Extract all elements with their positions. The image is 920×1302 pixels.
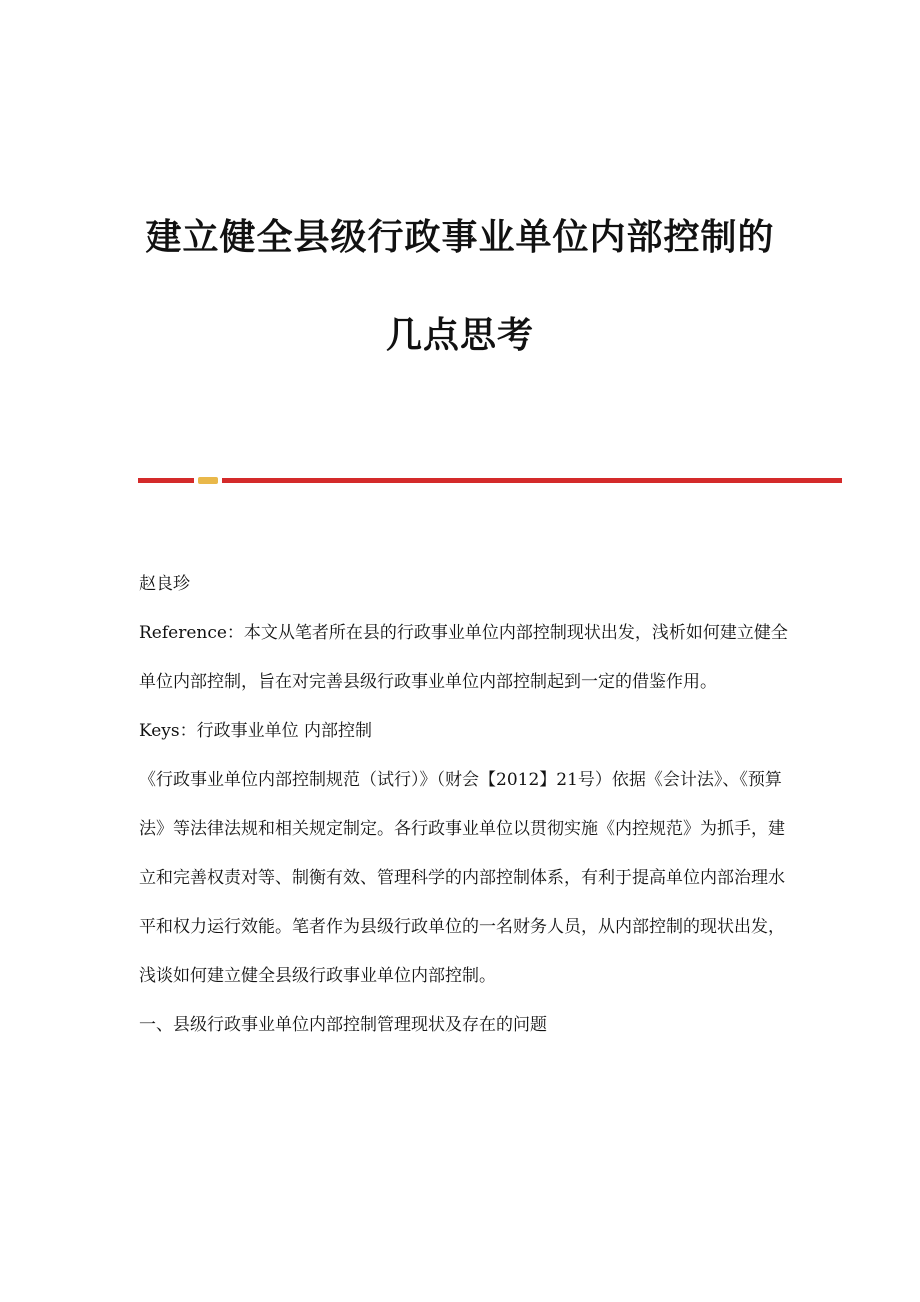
- divider-ornament-icon: [198, 477, 218, 484]
- title-divider: [138, 478, 842, 483]
- section-heading: 一、县级行政事业单位内部控制管理现状及存在的问题: [139, 1015, 547, 1035]
- divider-bar-left: [138, 478, 194, 483]
- document-body: [139, 560, 789, 1050]
- document-title-line-1: 建立健全县级行政事业单位内部控制的: [145, 217, 775, 258]
- keywords: Keys：行政事业单位 内部控制: [139, 721, 373, 741]
- body-paragraph: 《行政事业单位内部控制规范（试行）》（财会【2012】21号）依据《会计法》、《预算法》等法律法规和相关规定制定。各行政事业单位以贯彻实施《内控规范》为抓手，建立和完善权责对等、制衡有效、管理科学的内部控制体系，有利于提高单位内部治理水平和权力运行效能。笔者作为县级行政单位的一名财务人员，从内部控制的现状出发，浅谈如何建立健全县级行政事业单位内部控制。: [139, 770, 785, 986]
- document-title-line-2: 几点思考: [385, 315, 534, 356]
- divider-bar-right: [222, 478, 842, 483]
- author-name: 赵良珍: [139, 574, 190, 594]
- reference-abstract: Reference：本文从笔者所在县的行政事业单位内部控制现状出发，浅析如何建立健全单位内部控制，旨在对完善县级行政事业单位内部控制起到一定的借鉴作用。: [139, 623, 788, 692]
